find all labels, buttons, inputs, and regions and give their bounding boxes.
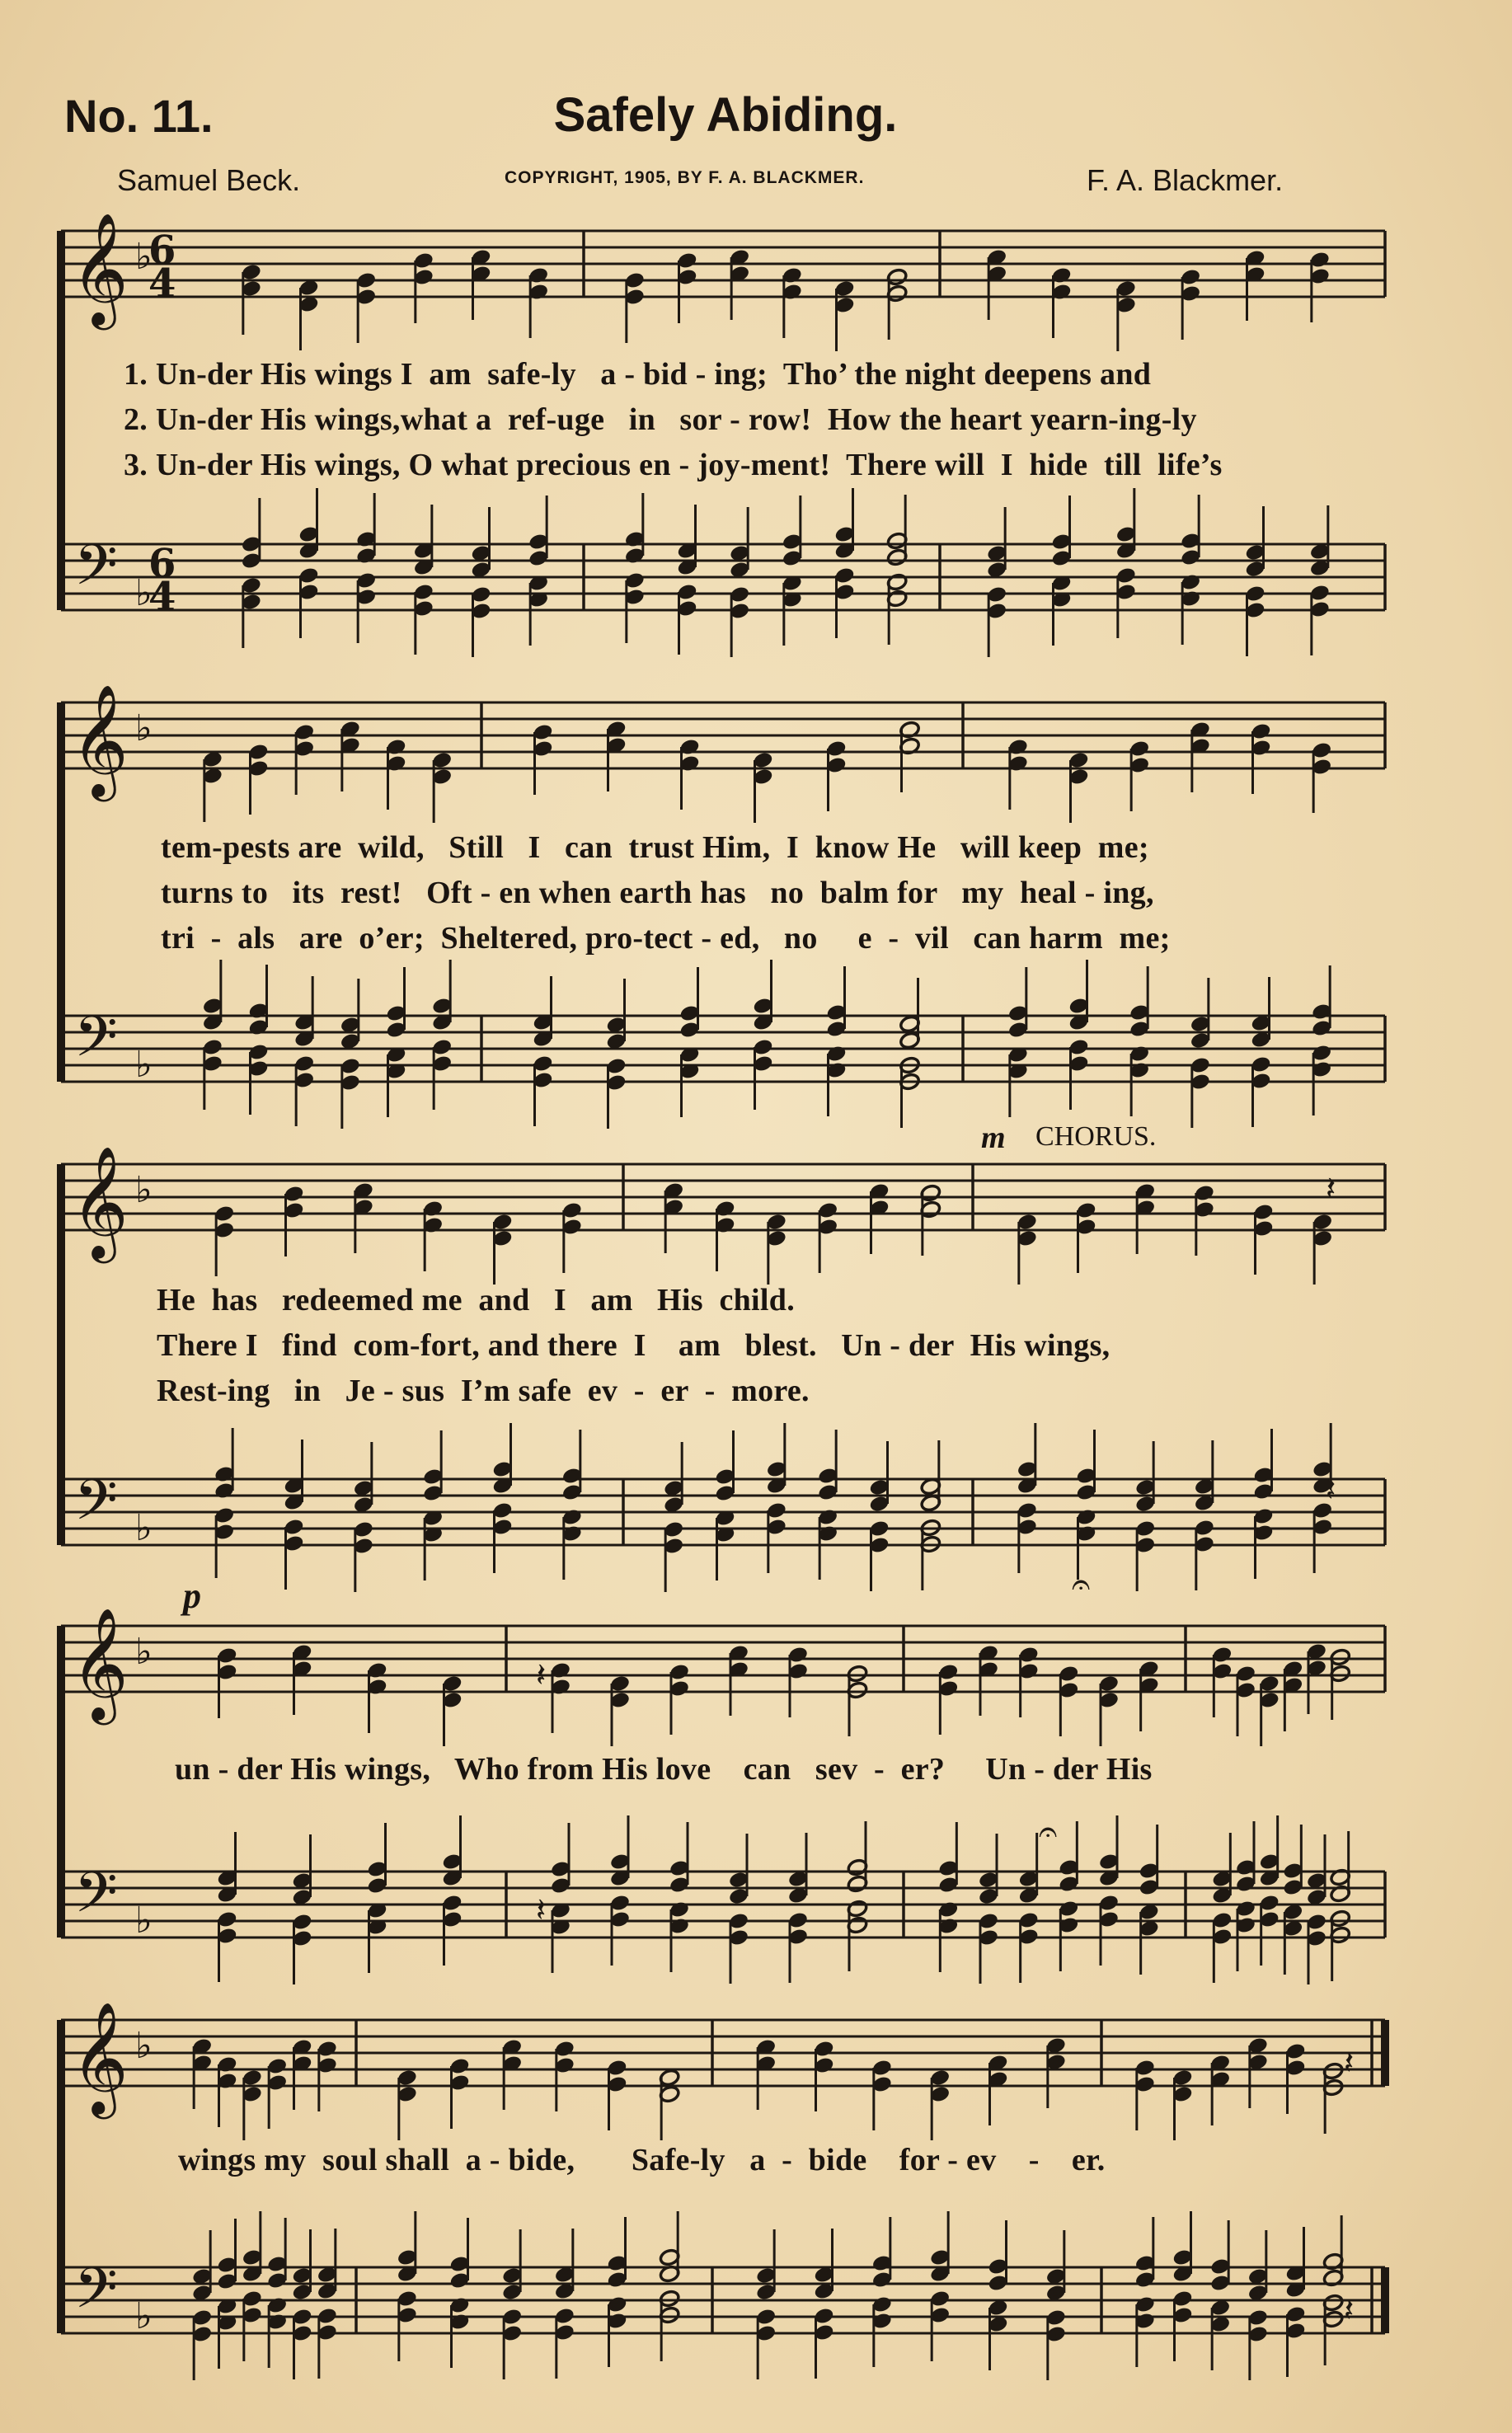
composer-credit: F. A. Blackmer. xyxy=(1087,163,1284,197)
fermata-icon: 𝄐 xyxy=(1072,1566,1091,1604)
time-signature-top: 6 xyxy=(148,228,176,274)
flat-sign-icon: ♭ xyxy=(135,1044,153,1086)
lyric-line-chorus-b: wings my soul shall a - bide, Safe-ly a - bide for - ev - er. xyxy=(178,2143,1106,2177)
piano-dynamic-mark: p xyxy=(183,1576,201,1616)
treble-clef-icon: 𝄞 xyxy=(71,683,129,796)
lyric-line-verse3-b: tri - als are o’er; Sheltered, pro-tect - ed, no e - vil can harm me; xyxy=(161,921,1171,956)
lyricist-credit: Samuel Beck. xyxy=(117,163,301,197)
lyric-line-verse1-c: He has redeemed me and I am His child. xyxy=(157,1283,795,1317)
lyric-line-verse2-b: turns to its rest! Oft - en when earth has no balm for my heal - ing, xyxy=(161,876,1154,910)
time-signature-top: 6 xyxy=(148,541,176,587)
treble-clef-icon: 𝄞 xyxy=(71,1606,129,1720)
flat-sign-icon: ♭ xyxy=(135,572,153,614)
bass-clef-icon: 𝄢 xyxy=(74,1005,118,1083)
quarter-rest-icon: 𝄽 xyxy=(1326,1170,1336,1208)
flat-sign-icon: ♭ xyxy=(135,1631,153,1673)
lyric-line-verse2-c: There I find com-fort, and there I am blest. Un - der His wings, xyxy=(157,1328,1111,1363)
lyric-line-verse1-a: 1. Un-der His wings I am safe-ly a - bid - ing; Tho’ the night deepens and xyxy=(124,357,1152,392)
fermata-icon: 𝄐 xyxy=(1039,1813,1058,1851)
mezzo-dynamic-mark: m xyxy=(981,1120,1006,1155)
time-signature-bottom: 4 xyxy=(148,261,176,307)
flat-sign-icon: ♭ xyxy=(135,1900,153,1942)
bass-clef-icon: 𝄢 xyxy=(74,533,118,612)
flat-sign-icon: ♭ xyxy=(135,236,153,278)
flat-sign-icon: ♭ xyxy=(135,2025,153,2067)
hymn-number: No. 11. xyxy=(64,90,214,142)
lyric-line-verse2-a: 2. Un-der His wings,what a ref-uge in sor - row! How the heart yearn-ing-ly xyxy=(124,402,1197,437)
chorus-label: CHORUS. xyxy=(1035,1121,1157,1152)
flat-sign-icon: ♭ xyxy=(135,1169,153,1211)
flat-sign-icon: ♭ xyxy=(135,1507,153,1549)
lyric-line-verse1-b: tem-pests are wild, Still I can trust Him, I know He will keep me; xyxy=(161,830,1149,865)
flat-sign-icon: ♭ xyxy=(135,707,153,749)
copyright-notice: COPYRIGHT, 1905, BY F. A. BLACKMER. xyxy=(505,168,865,187)
treble-clef-icon: 𝄞 xyxy=(71,2000,129,2114)
time-signature-bottom: 4 xyxy=(148,574,176,620)
quarter-rest-icon: 𝄽 xyxy=(1344,2044,1355,2082)
quarter-rest-icon: 𝄽 xyxy=(536,1891,547,1929)
lyric-line-verse3-a: 3. Un-der His wings, O what precious en - joy-ment! There will I hide till life’s xyxy=(124,448,1223,482)
bass-clef-icon: 𝄢 xyxy=(74,1861,118,1939)
quarter-rest-icon: 𝄽 xyxy=(1326,1471,1336,1509)
lyric-line-chorus-a: un - der His wings, Who from His love can sev - er? Un - der His xyxy=(175,1752,1153,1787)
quarter-rest-icon: 𝄽 xyxy=(1344,2291,1355,2329)
treble-clef-icon: 𝄞 xyxy=(71,1144,129,1258)
bass-clef-icon: 𝄢 xyxy=(74,1468,118,1547)
bass-clef-icon: 𝄢 xyxy=(74,2257,118,2335)
hymn-title: Safely Abiding. xyxy=(553,88,898,142)
flat-sign-icon: ♭ xyxy=(135,2295,153,2337)
lyric-line-verse3-c: Rest-ing in Je - sus I’m safe ev - er - more. xyxy=(157,1374,810,1408)
quarter-rest-icon: 𝄽 xyxy=(536,1656,547,1694)
treble-clef-icon: 𝄞 xyxy=(71,211,129,325)
